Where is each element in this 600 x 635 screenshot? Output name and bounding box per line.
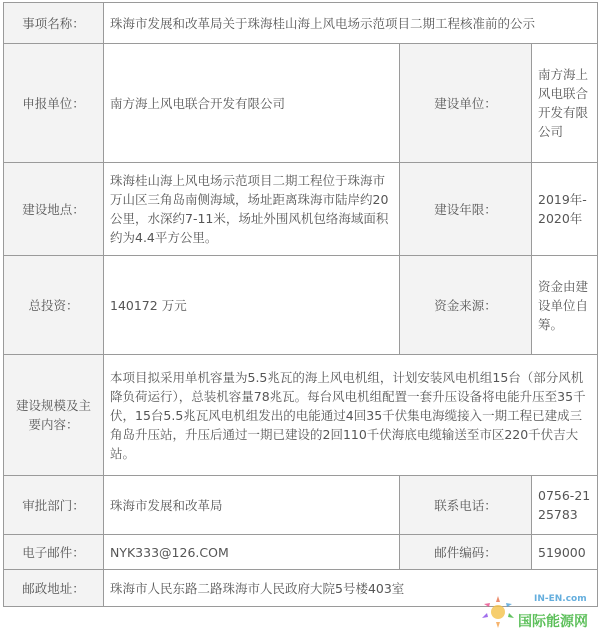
row-location	[4, 163, 598, 256]
value-scale: 本项目拟采用单机容量为5.5兆瓦的海上风电机组，计划安装风电机组15台（部分风机降负荷运行），总装机容量78兆瓦。每台风电机组配置一套升压设备将电能升压至35千伏，15台5.5兆瓦风电机组发出的电能通过4回35千伏集电海缆接入一期工程已建成三角岛升压站，升压后通过一期已建设的2回110千伏海底电缆输送至市区220千伏吉大站。	[104, 355, 598, 476]
sun-logo-icon	[476, 592, 520, 632]
row-scale	[4, 355, 598, 476]
label-construction-unit: 建设单位：	[400, 44, 532, 163]
watermark-domain: IN-EN.com	[534, 594, 587, 604]
label-scale: 建设规模及主要内容：	[4, 355, 104, 476]
value-investment: 140172 万元	[104, 256, 400, 355]
watermark-logo	[476, 592, 594, 632]
row-applicant	[4, 44, 598, 163]
value-postcode: 519000	[532, 535, 598, 570]
label-address: 邮政地址：	[4, 570, 104, 607]
value-construction-period: 2019年-2020年	[532, 163, 598, 256]
label-authority: 审批部门：	[4, 476, 104, 535]
watermark-name: 国际能源网	[518, 614, 588, 630]
label-location: 建设地点：	[4, 163, 104, 256]
label-funding-source: 资金来源：	[400, 256, 532, 355]
value-construction-unit: 南方海上风电联合开发有限公司	[532, 44, 598, 163]
label-investment: 总投资：	[4, 256, 104, 355]
label-email: 电子邮件：	[4, 535, 104, 570]
value-item-name: 珠海市发展和改革局关于珠海桂山海上风电场示范项目二期工程核准前的公示	[104, 3, 598, 44]
label-item-name: 事项名称：	[4, 3, 104, 44]
row-investment	[4, 256, 598, 355]
value-applicant: 南方海上风电联合开发有限公司	[104, 44, 400, 163]
value-address: 珠海市人民东路二路珠海市人民政府大院5号楼403室	[104, 570, 598, 607]
info-table	[3, 2, 598, 607]
value-email: NYK333@126.COM	[104, 535, 400, 570]
label-phone: 联系电话：	[400, 476, 532, 535]
value-phone: 0756-2125783	[532, 476, 598, 535]
row-authority	[4, 476, 598, 535]
label-applicant: 申报单位：	[4, 44, 104, 163]
label-construction-period: 建设年限：	[400, 163, 532, 256]
value-authority: 珠海市发展和改革局	[104, 476, 400, 535]
label-postcode: 邮件编码：	[400, 535, 532, 570]
row-item-name	[4, 3, 598, 44]
value-location: 珠海桂山海上风电场示范项目二期工程位于珠海市万山区三角岛南侧海域，场址距离珠海市陆岸约20公里，水深约7-11米，场址外围风机包络海域面积约为4.4平方公里。	[104, 163, 400, 256]
row-email	[4, 535, 598, 570]
value-funding-source: 资金由建设单位自筹。	[532, 256, 598, 355]
